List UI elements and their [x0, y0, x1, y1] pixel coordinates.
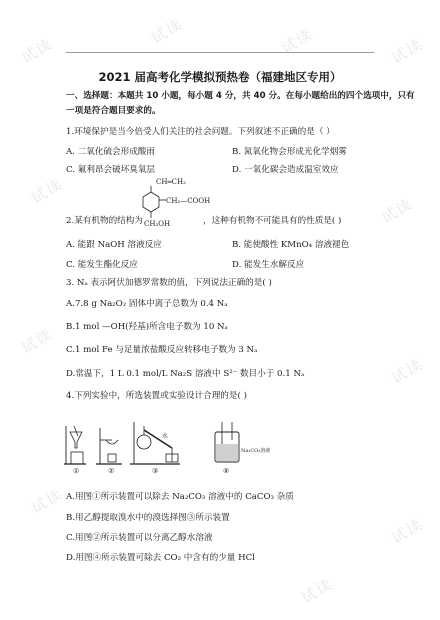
label-1: ① — [73, 467, 80, 475]
q4-apparatus-figure — [60, 418, 271, 478]
q4-option-c: C.用图②所示装置可以分离乙醇水溶液 — [66, 533, 213, 543]
q2-option-c: C. 能发生酯化反应 — [66, 260, 138, 270]
q4-option-a: A.用图①所示装置可以除去 Na₂CO₃ 溶液中的 CaCO₃ 杂质 — [66, 492, 294, 502]
vinyl-group-label: CH═CH₂ — [156, 178, 186, 186]
apparatus-2 — [96, 428, 122, 475]
watermark: 试读 — [388, 514, 427, 548]
water-label: 水 — [162, 433, 169, 440]
label-3: ③ — [152, 467, 159, 475]
watermark: 试读 — [28, 174, 67, 208]
q3-option-d: D.常温下，1 L 0.1 mol/L Na₂S 溶液中 S²⁻ 数目小于 0.1 Nₐ — [66, 369, 305, 379]
q3-stem: 3. Nₐ 表示阿伏加德罗常数的值，下列说法正确的是( ) — [66, 278, 272, 288]
hydroxymethyl-label: CH₂OH — [144, 220, 171, 228]
exam-title: 2021 届高考化学模拟预热卷（福建地区专用） — [98, 70, 342, 84]
apparatus-4 — [215, 422, 270, 475]
q2-structure-formula — [142, 176, 211, 238]
q3-option-c: C.1 mol Fe 与足量浓盐酸反应转移电子数为 3 Nₐ — [66, 345, 258, 355]
q2-option-b: B. 能使酸性 KMnO₄ 溶液褪色 — [232, 240, 350, 250]
watermark: 试读 — [378, 194, 417, 228]
section-heading-cont: 一项是符合题目要求的。 — [66, 106, 161, 116]
q1-option-b: B. 氮氧化物会形成光化学烟雾 — [232, 147, 347, 157]
header-rule — [66, 52, 374, 53]
watermark: 试读 — [148, 14, 187, 48]
q4-option-d: D.用图④所示装置可除去 CO₂ 中含有的少量 HCl — [66, 553, 255, 563]
apparatus-1 — [64, 426, 86, 475]
watermark: 试读 — [18, 34, 57, 68]
q3-option-b: B.1 mol —OH(羟基)所含电子数为 10 Nₐ — [66, 322, 228, 332]
watermark: 试读 — [278, 24, 317, 58]
q1-option-d: D. 一氧化碳会造成温室效应 — [232, 165, 339, 175]
watermark: 试读 — [18, 324, 57, 358]
solution-label: Na₂CO₃溶液 — [241, 448, 271, 454]
watermark: 试读 — [388, 354, 427, 388]
watermark: 试读 — [298, 574, 337, 608]
label-2: ② — [108, 467, 115, 475]
section-heading: 一、选择题：本题共 10 小题，每小题 4 分，共 40 分。在每小题给出的四个选项中，只有 — [66, 91, 415, 101]
label-4: ④ — [223, 467, 230, 475]
q1-option-a: A. 二氧化硫会形成酸雨 — [66, 147, 156, 157]
q1-option-c: C. 氟利昂会破坏臭氧层 — [66, 165, 156, 175]
carboxymethyl-label: CH₂—COOH — [166, 197, 211, 205]
q2-stem-post: ，这种有机物不可能具有的性质是( ) — [203, 216, 342, 226]
q2-option-a: A. 能跟 NaOH 溶液反应 — [66, 240, 162, 250]
q2-stem-pre: 2.某有机物的结构为 — [66, 216, 143, 226]
q4-stem: 4.下列实验中，所选装置或实验设计合理的是( ) — [66, 391, 247, 401]
watermark: 试读 — [388, 34, 427, 68]
q2-option-d: D. 能发生水解反应 — [232, 260, 305, 270]
apparatus-3 — [130, 422, 180, 475]
q1-stem: 1.环境保护是当今倍受人们关注的社会问题。下列叙述不正确的是（ ） — [66, 127, 335, 137]
watermark: 试读 — [28, 484, 67, 518]
q4-option-b: B.用乙醇提取溴水中的溴选择图③所示装置 — [66, 513, 230, 523]
q3-option-a: A.7.8 g Na₂O₂ 固体中离子总数为 0.4 Nₐ — [66, 299, 228, 309]
